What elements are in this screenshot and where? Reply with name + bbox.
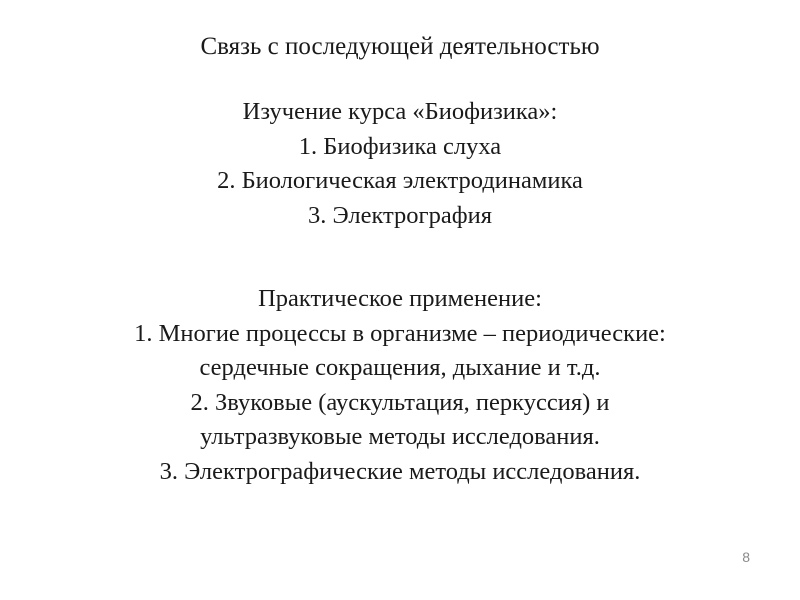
- course-item: 1. Биофизика слуха: [298, 132, 502, 160]
- practice-heading: Практическое применение:: [258, 285, 542, 312]
- practice-line: ультразвуковые методы исследования.: [200, 423, 600, 450]
- slide-title: Связь с последующей деятельностью: [200, 33, 600, 60]
- course-heading: Изучение курса «Биофизика»:: [242, 98, 558, 125]
- practice-line: 1. Многие процессы в организме – периодические:: [134, 319, 666, 347]
- course-item: 2. Биологическая электродинамика: [217, 167, 583, 194]
- practice-line: 3. Электрографические методы исследования.: [159, 457, 641, 485]
- practice-line: сердечные сокращения, дыхание и т.д.: [199, 354, 601, 381]
- practice-line: 2. Звуковые (аускультация, перкуссия) и: [190, 388, 610, 416]
- page-number: 8: [742, 549, 750, 565]
- practice-section: [0, 282, 800, 489]
- course-item: 3. Электрография: [308, 201, 492, 229]
- course-section: [0, 95, 800, 233]
